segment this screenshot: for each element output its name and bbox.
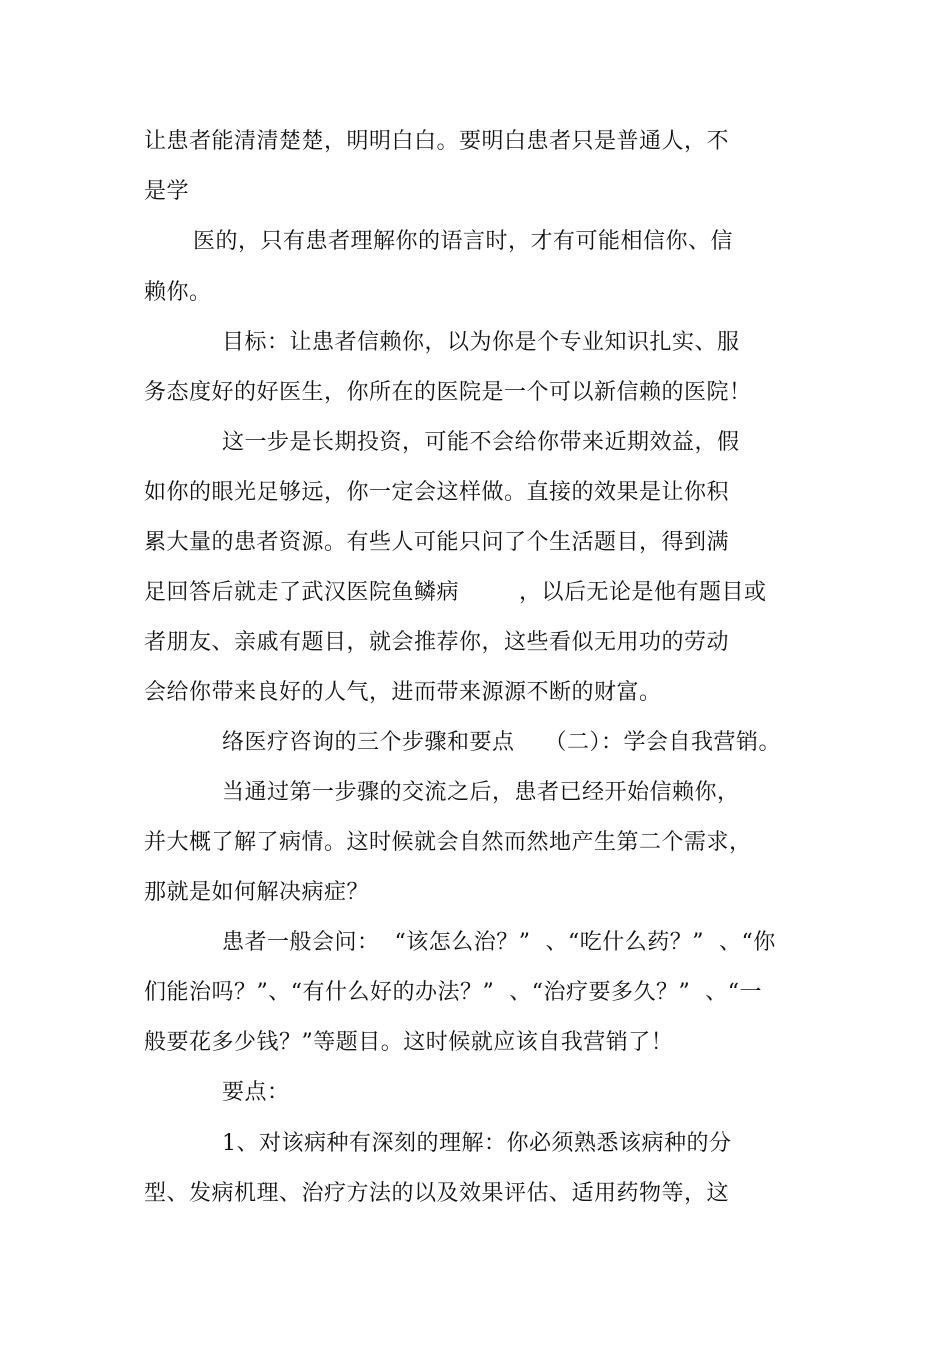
- text-line-10: 足回答后就走了武汉医院鱼鳞病 ，以后无论是他有题目或: [144, 580, 767, 605]
- text-line-22: 型、发病机理、治疗方法的以及效果评估、适用药物等，这: [144, 1181, 730, 1206]
- text-line-7: 这一步是长期投资，可能不会给你带来近期效益，假: [222, 430, 740, 455]
- text-line-20: 要点：: [222, 1080, 290, 1105]
- text-line-17: 患者一般会问： “该怎么治？” 、“吃什么药？” 、“你: [222, 930, 776, 955]
- text-line-3: 医的，只有患者理解你的语言时，才有可能相信你、信: [193, 229, 734, 254]
- text-line-8: 如你的眼光足够远，你一定会这样做。直接的效果是让你积: [144, 480, 730, 505]
- text-line-2: 是学: [144, 179, 190, 204]
- text-line-21: 1、对该病种有深刻的理解：你必须熟悉该病种的分: [222, 1131, 732, 1156]
- text-line-4: 赖你。: [144, 280, 212, 305]
- text-line-11: 者朋友、亲戚有题目，就会推荐你，这些看似无用功的劳动: [144, 630, 730, 655]
- text-line-9: 累大量的患者资源。有些人可能只问了个生活题目，得到满: [144, 530, 730, 555]
- text-line-16: 那就是如何解决病症？: [144, 880, 370, 905]
- text-line-1: 让患者能清清楚楚，明明白白。要明白患者只是普通人，不: [144, 129, 730, 154]
- text-line-12: 会给你带来良好的人气，进而带来源源不断的财富。: [144, 680, 662, 705]
- text-line-18: 们能治吗？”、“有什么好的办法？” 、“治疗要多久？” 、“一: [144, 980, 762, 1005]
- text-line-15: 并大概了解了病情。这时候就会自然而然地产生第二个需求，: [144, 830, 752, 855]
- text-line-5: 目标：让患者信赖你，以为你是个专业知识扎实、服: [222, 330, 740, 355]
- text-line-14: 当通过第一步骤的交流之后，患者已经开始信赖你，: [222, 780, 740, 805]
- text-line-6: 务态度好的好医生，你所在的医院是一个可以新信赖的医院！: [144, 380, 752, 405]
- text-line-19: 般要花多少钱？”等题目。这时候就应该自我营销了！: [144, 1030, 674, 1055]
- text-line-13: 络医疗咨询的三个步骤和要点 （二）：学会自我营销。: [222, 730, 781, 755]
